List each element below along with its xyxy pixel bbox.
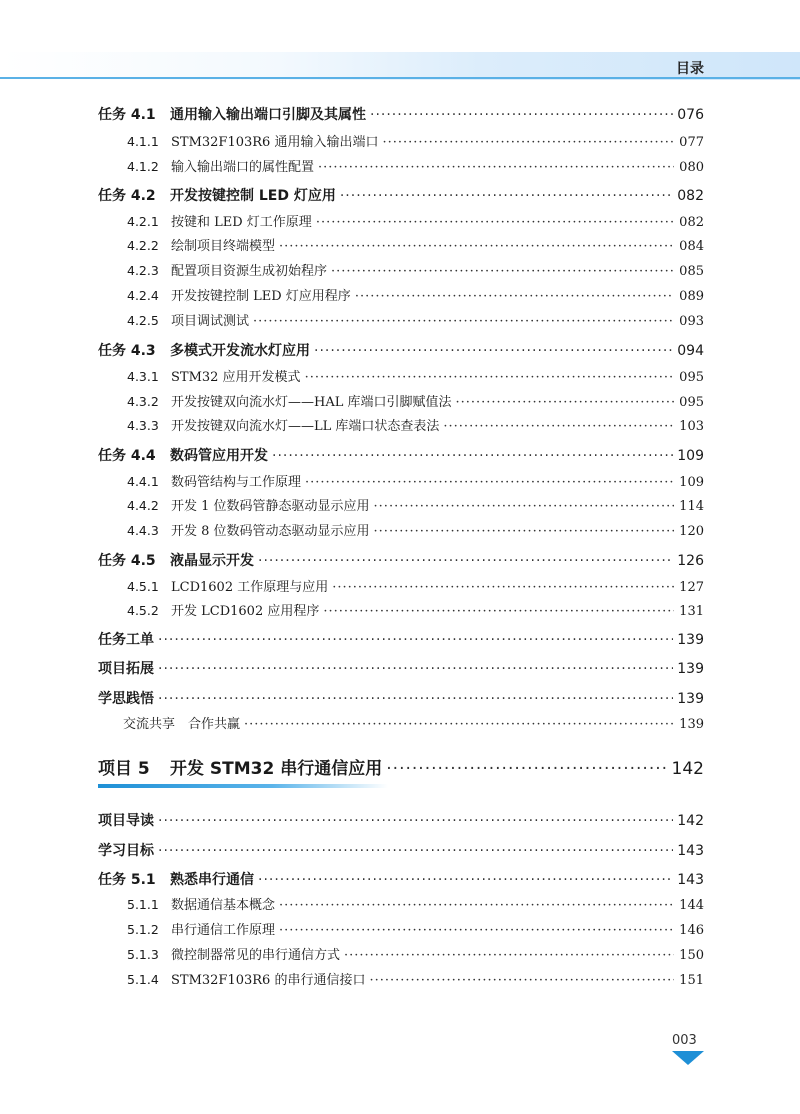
toc-sub-row[interactable]: [127, 211, 704, 235]
toc-task-row[interactable]: [98, 340, 704, 364]
toc-task-title: 液晶显示开发: [170, 553, 254, 569]
toc-leader-dots: [158, 632, 673, 648]
toc-sub-number: 4.4.3: [127, 523, 159, 538]
toc-page-number: 139: [677, 661, 704, 677]
toc-plain-title: 项目拓展: [98, 661, 154, 677]
toc-sub-row[interactable]: [127, 471, 704, 495]
toc-plain-row[interactable]: [98, 840, 704, 864]
toc-plain-title: 学习目标: [98, 843, 154, 859]
toc-leader-dots: [244, 717, 674, 732]
toc-sub-row[interactable]: [127, 495, 704, 519]
toc-plain-sub-title: 交流共享 合作共赢: [123, 717, 241, 732]
toc-leader-dots: [158, 813, 673, 829]
toc-plain-title: 学思践悟: [98, 691, 154, 707]
toc-page-number: 103: [679, 419, 704, 434]
toc-plain-title: 任务工单: [98, 632, 154, 648]
toc-leader-dots: [318, 160, 674, 175]
toc-sub-row[interactable]: [127, 415, 704, 439]
toc-leader-dots: [331, 264, 674, 279]
toc-page-number: 109: [679, 475, 704, 490]
toc-task-title: 通用输入输出端口引脚及其属性: [170, 107, 366, 123]
toc-sub-title: 按键和 LED 灯工作原理: [171, 215, 312, 230]
toc-sub-row[interactable]: [127, 969, 704, 993]
toc-leader-dots: [279, 898, 674, 913]
toc-leader-dots: [370, 107, 673, 123]
toc-leader-dots: [386, 759, 667, 779]
toc-leader-dots: [456, 395, 675, 410]
toc-task-number: 任务 4.3: [98, 343, 156, 359]
toc-page-number: 127: [679, 580, 704, 595]
toc-task-title: 熟悉串行通信: [170, 872, 254, 888]
toc-sub-row[interactable]: [127, 600, 704, 624]
toc-page-number: 082: [679, 215, 704, 230]
toc-sub-number: 4.5.2: [127, 603, 159, 618]
toc-sub-row[interactable]: [127, 235, 704, 259]
toc-page-number: 095: [679, 395, 704, 410]
toc-leader-dots: [374, 524, 674, 539]
toc-sub-number: 5.1.4: [127, 972, 159, 987]
toc-leader-dots: [258, 872, 673, 888]
toc-page-number: 094: [677, 343, 704, 359]
toc-leader-dots: [158, 661, 673, 677]
toc-leader-dots: [340, 188, 673, 204]
toc-sub-title: 微控制器常见的串行通信方式: [171, 948, 341, 963]
toc-sub-title: STM32F103R6 通用输入输出端口: [171, 135, 379, 150]
toc-task-number: 任务 4.2: [98, 188, 156, 204]
toc-sub-row[interactable]: [127, 944, 704, 968]
toc-plain-row[interactable]: [98, 810, 704, 834]
toc-page-number: 143: [677, 843, 704, 859]
toc-sub-title: 绘制项目终端模型: [171, 239, 276, 254]
toc-leader-dots: [382, 135, 674, 150]
toc-sub-row[interactable]: [127, 310, 704, 334]
toc-page-number: 142: [677, 813, 704, 829]
toc-sub-row[interactable]: [127, 894, 704, 918]
toc-leader-dots: [279, 923, 674, 938]
toc-page-number: 084: [679, 239, 704, 254]
toc-page-number: 151: [679, 973, 704, 988]
toc-page-number: 150: [679, 948, 704, 963]
toc-page-number: 077: [679, 135, 704, 150]
toc-plain-title: 项目导读: [98, 813, 154, 829]
toc-sub-title: 串行通信工作原理: [171, 923, 276, 938]
toc-sub-row[interactable]: [127, 131, 704, 155]
toc-task-row[interactable]: [98, 550, 704, 574]
project-number: 项目 5: [98, 759, 150, 779]
toc-task-number: 任务 4.4: [98, 448, 156, 464]
toc-sub-number: 4.1.1: [127, 134, 159, 149]
toc-task-number: 任务 4.5: [98, 553, 156, 569]
toc-page-number: 144: [679, 898, 704, 913]
project-heading[interactable]: [98, 754, 704, 784]
toc-sub-number: 4.3.3: [127, 418, 159, 433]
toc-task-title: 多模式开发流水灯应用: [170, 343, 310, 359]
toc-leader-dots: [314, 343, 673, 359]
toc-sub-title: 数码管结构与工作原理: [171, 475, 302, 490]
toc-task-row[interactable]: [98, 185, 704, 209]
toc-page-number: 089: [679, 289, 704, 304]
toc-task-title: 数码管应用开发: [170, 448, 268, 464]
toc-sub-title: 开发 1 位数码管静态驱动显示应用: [171, 499, 370, 514]
page-arrow-icon: [672, 1051, 704, 1065]
toc-plain-row[interactable]: [98, 688, 704, 712]
toc-sub-title: 配置项目资源生成初始程序: [171, 264, 328, 279]
toc-leader-dots: [305, 475, 674, 490]
toc-sub-row[interactable]: [127, 285, 704, 309]
toc-leader-dots: [344, 948, 674, 963]
toc-leader-dots: [158, 843, 673, 859]
toc-leader-dots: [332, 580, 674, 595]
toc-leader-dots: [279, 239, 674, 254]
toc-page-number: 126: [677, 553, 704, 569]
toc-leader-dots: [272, 448, 673, 464]
toc-page-number: 082: [677, 188, 704, 204]
toc-page-number: 085: [679, 264, 704, 279]
toc-page-number: 109: [677, 448, 704, 464]
toc-task-row[interactable]: [98, 869, 704, 893]
toc-sub-number: 4.3.2: [127, 394, 159, 409]
toc-page-number: 093: [679, 314, 704, 329]
toc-task-number: 任务 5.1: [98, 872, 156, 888]
project-page-number: 142: [671, 759, 704, 779]
toc-sub-row[interactable]: [127, 576, 704, 600]
toc-page-number: 139: [679, 717, 704, 732]
toc-page-number: 095: [679, 370, 704, 385]
project-underline: [98, 784, 388, 788]
toc-leader-dots: [305, 370, 674, 385]
toc-sub-number: 4.2.5: [127, 313, 159, 328]
toc-sub-title: 数据通信基本概念: [171, 898, 276, 913]
toc-sub-row[interactable]: [127, 919, 704, 943]
toc-sub-title: LCD1602 工作原理与应用: [171, 580, 329, 595]
toc-sub-title: 输入输出端口的属性配置: [171, 160, 315, 175]
toc-page-number: 143: [677, 872, 704, 888]
toc-sub-row[interactable]: [127, 391, 704, 415]
toc-sub-number: 4.3.1: [127, 369, 159, 384]
toc-sub-title: 开发按键控制 LED 灯应用程序: [171, 289, 351, 304]
toc-sub-title: STM32F103R6 的串行通信接口: [171, 973, 366, 988]
toc-leader-dots: [258, 553, 673, 569]
toc-leader-dots: [355, 289, 674, 304]
toc-page-number: 139: [677, 691, 704, 707]
toc-sub-title: STM32 应用开发模式: [171, 370, 301, 385]
toc-leader-dots: [443, 419, 674, 434]
toc-task-row[interactable]: [98, 445, 704, 469]
toc-page-number: 139: [677, 632, 704, 648]
toc-leader-dots: [374, 499, 674, 514]
toc-plain-sub-row[interactable]: [123, 713, 704, 737]
toc-plain-row[interactable]: [98, 658, 704, 682]
toc-task-row[interactable]: [98, 104, 704, 128]
toc-leader-dots: [323, 604, 674, 619]
toc-sub-row[interactable]: [127, 520, 704, 544]
toc-sub-number: 4.2.3: [127, 263, 159, 278]
toc-sub-number: 5.1.1: [127, 897, 159, 912]
toc-sub-number: 5.1.2: [127, 922, 159, 937]
toc-sub-number: 5.1.3: [127, 947, 159, 962]
toc-sub-title: 开发按键双向流水灯——LL 库端口状态查表法: [171, 419, 440, 434]
toc-plain-row[interactable]: [98, 629, 704, 653]
toc-sub-title: 开发 LCD1602 应用程序: [171, 604, 320, 619]
toc-leader-dots: [253, 314, 674, 329]
toc-task-number: 任务 4.1: [98, 107, 156, 123]
toc-sub-row[interactable]: [127, 366, 704, 390]
toc-sub-number: 4.4.1: [127, 474, 159, 489]
toc-sub-number: 4.5.1: [127, 579, 159, 594]
toc-sub-number: 4.1.2: [127, 159, 159, 174]
toc-page-number: 146: [679, 923, 704, 938]
toc-sub-title: 开发 8 位数码管动态驱动显示应用: [171, 524, 370, 539]
toc-leader-dots: [158, 691, 673, 707]
toc-page-number: 080: [679, 160, 704, 175]
project-title: 开发 STM32 串行通信应用: [170, 759, 383, 779]
toc-sub-number: 4.4.2: [127, 498, 159, 513]
toc-sub-title: 开发按键双向流水灯——HAL 库端口引脚赋值法: [171, 395, 452, 410]
page-number: 003: [672, 1033, 697, 1048]
header-title: 目录: [676, 61, 704, 77]
toc-sub-title: 项目调试测试: [171, 314, 250, 329]
toc-sub-row[interactable]: [127, 156, 704, 180]
toc-task-title: 开发按键控制 LED 灯应用: [170, 188, 336, 204]
toc-sub-number: 4.2.1: [127, 214, 159, 229]
toc-page-number: 114: [679, 499, 704, 514]
toc-sub-number: 4.2.4: [127, 288, 159, 303]
toc-leader-dots: [369, 973, 674, 988]
toc-sub-number: 4.2.2: [127, 238, 159, 253]
toc-page-number: 076: [677, 107, 704, 123]
toc-page-number: 131: [679, 604, 704, 619]
toc-page-number: 120: [679, 524, 704, 539]
toc-sub-row[interactable]: [127, 260, 704, 284]
toc-leader-dots: [316, 215, 674, 230]
